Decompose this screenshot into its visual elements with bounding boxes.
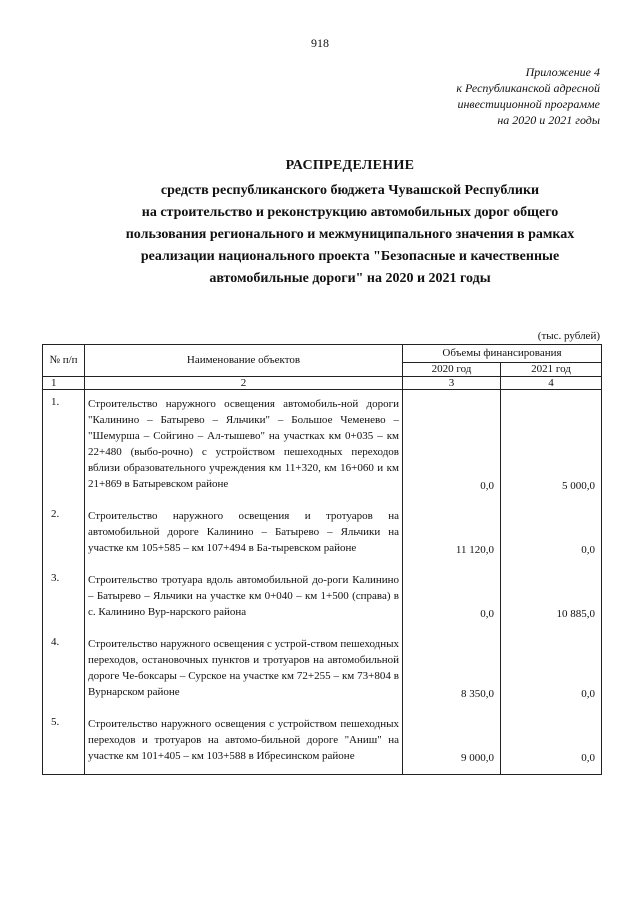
column-number: 3 [403, 377, 501, 390]
units-label: (тыс. рублей) [537, 330, 600, 342]
header-num: № п/п [43, 345, 85, 377]
appendix-note [360, 64, 600, 128]
row-number: 5. [43, 710, 85, 775]
header-year-2020: 2020 год [403, 363, 501, 377]
funding-table [42, 344, 602, 775]
value-2020: 11 120,0 [403, 502, 501, 566]
row-number: 4. [43, 630, 85, 710]
object-name: Строительство наружного освещения автомобиль-ной дороги "Калинино – Батырево – Яльчики" – Большое Чеменево – "Шемурша – Сойгино – Ал-тышево" на участках км 0+035 – км 22+480 (выбо-рочно) с устройством пешеходных переходов вблизи образовательного учреждения км 11+320, км 16+060 и км 21+869 в Батыревском районе [85, 390, 403, 503]
value-2020: 0,0 [403, 566, 501, 630]
object-name: Строительство тротуара вдоль автомобильной до-роги Калинино – Батырево – Яльчики на участке км 0+040 – км 1+500 (справа) в с. Калинино Вур-нарского района [85, 566, 403, 630]
table-row [43, 630, 602, 710]
appendix-line: Приложение 4 [525, 65, 600, 79]
value-2021: 10 885,0 [501, 566, 602, 630]
column-number: 1 [43, 377, 85, 390]
table-row [43, 390, 602, 503]
value-2020: 8 350,0 [403, 630, 501, 710]
value-2020: 0,0 [403, 390, 501, 503]
row-number: 1. [43, 390, 85, 503]
row-number: 2. [43, 502, 85, 566]
value-2021: 0,0 [501, 630, 602, 710]
document-subtitle [95, 180, 605, 290]
table-row [43, 502, 602, 566]
object-name: Строительство наружного освещения и тротуаров на автомобильной дороге Калинино – Батырево – Яльчики на участке км 105+585 – км 107+494 в Ба-тыревском районе [85, 502, 403, 566]
table-row [43, 710, 602, 775]
document-title: РАСПРЕДЕЛЕНИЕ [285, 158, 415, 173]
table-row [43, 566, 602, 630]
appendix-line: к Республиканской адресной [456, 81, 600, 95]
header-name: Наименование объектов [85, 345, 403, 377]
subtitle-line: пользования регионального и межмуниципального значения в рамках [125, 227, 575, 242]
subtitle-line: реализации национального проекта "Безопасные и качественные [140, 249, 560, 264]
subtitle-line: на строительство и реконструкцию автомобильных дорог общего [141, 205, 559, 220]
object-name: Строительство наружного освещения с устройством пешеходных переходов и тротуаров на автомо-бильной дороге "Аниш" на участке км 101+405 – км 103+588 в Ибресинском районе [85, 710, 403, 775]
subtitle-line: средств республиканского бюджета Чувашской Республики [160, 183, 540, 198]
header-volumes: Объемы финансирования [403, 345, 602, 363]
value-2021: 5 000,0 [501, 390, 602, 503]
column-number: 2 [85, 377, 403, 390]
value-2021: 0,0 [501, 502, 602, 566]
value-2021: 0,0 [501, 710, 602, 775]
column-number: 4 [501, 377, 602, 390]
header-year-2021: 2021 год [501, 363, 602, 377]
subtitle-line: автомобильные дороги" на 2020 и 2021 годы [209, 271, 491, 286]
value-2020: 9 000,0 [403, 710, 501, 775]
object-name: Строительство наружного освещения с устрой-ством пешеходных переходов, остановочных пунктов и тротуаров на автомобильной дороге Че-боксары – Сурское на участке км 72+255 – км 73+804 в Вурнарском районе [85, 630, 403, 710]
page-number: 918 [311, 36, 329, 50]
row-number: 3. [43, 566, 85, 630]
appendix-line: инвестиционной программе [457, 97, 600, 111]
appendix-line: на 2020 и 2021 годы [497, 113, 600, 127]
